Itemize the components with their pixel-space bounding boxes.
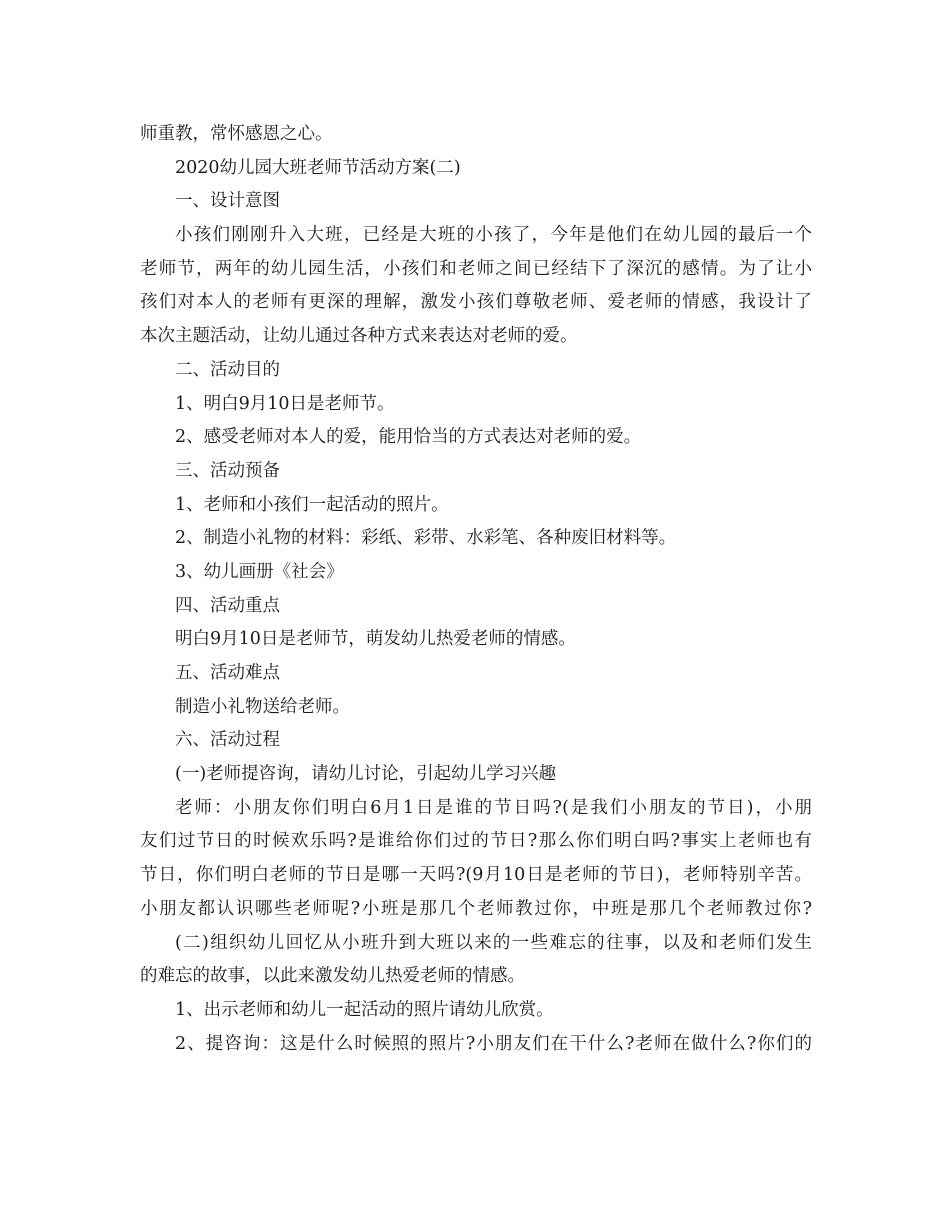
text-line: 老师：小朋友你们明白6月1日是谁的节日吗?(是我们小朋友的节日)，小朋 — [175, 797, 812, 818]
text-line: 一、设计意图 — [175, 191, 280, 212]
text-line: (二)组织幼儿回忆从小班升到大班以来的一些难忘的往事，以及和老师们发生 — [175, 932, 812, 953]
text-line: 二、活动目的 — [175, 359, 280, 380]
text-line: 友们过节日的时候欢乐吗?是谁给你们过的节日?那么你们明白吗?事实上老师也有 — [140, 831, 812, 852]
document-body — [140, 118, 812, 1061]
text-line: 孩们对本人的老师有更深的理解，激发小孩们尊敬老师、爱老师的情感，我设计了 — [140, 292, 812, 313]
text-line: 六、活动过程 — [175, 730, 280, 751]
text-line: 制造小礼物送给老师。 — [175, 696, 350, 717]
text-line: 五、活动难点 — [175, 663, 280, 683]
text-line: 2、提咨询：这是什么时候照的照片?小朋友们在干什么?老师在做什么?你们的 — [175, 1033, 812, 1054]
text-line: 1、出示老师和幼儿一起活动的照片请幼儿欣赏。 — [175, 999, 554, 1020]
text-line: 小朋友都认识哪些老师呢?小班是那几个老师教过你，中班是那几个老师教过你? — [140, 898, 812, 919]
text-line: 2、制造小礼物的材料：彩纸、彩带、水彩笔、各种废旧材料等。 — [175, 528, 677, 549]
text-line: 小孩们刚刚升入大班，已经是大班的小孩了，今年是他们在幼儿园的最后一个 — [175, 225, 812, 246]
text-line: 节日，你们明白老师的节日是哪一天吗?(9月10日是老师的节日)，老师特别辛苦。 — [140, 865, 812, 886]
text-line: 1、老师和小孩们一起活动的照片。 — [175, 494, 449, 515]
text-line: 老师节，两年的幼儿园生活，小孩们和老师之间已经结下了深沉的感情。为了让小 — [140, 258, 812, 279]
text-line: 2、感受老师对本人的爱，能用恰当的方式表达对老师的爱。 — [175, 427, 642, 448]
text-line: 2020幼儿园大班老师节活动方案(二) — [175, 157, 461, 178]
text-line: 本次主题活动，让幼儿通过各种方式来表达对老师的爱。 — [140, 326, 578, 347]
text-line: 师重教，常怀感恩之心。 — [140, 124, 333, 144]
text-line: 的难忘的故事，以此来激发幼儿热爱老师的情感。 — [140, 966, 525, 987]
text-line: 3、幼儿画册《社会》 — [175, 561, 344, 582]
text-line: 明白9月10日是老师节，萌发幼儿热爱老师的情感。 — [175, 629, 576, 650]
text-line: 三、活动预备 — [175, 460, 280, 481]
text-line: 1、明白9月10日是老师节。 — [175, 393, 395, 414]
text-line: (一)老师提咨询，请幼儿讨论，引起幼儿学习兴趣 — [175, 764, 557, 785]
text-line: 四、活动重点 — [175, 595, 280, 616]
